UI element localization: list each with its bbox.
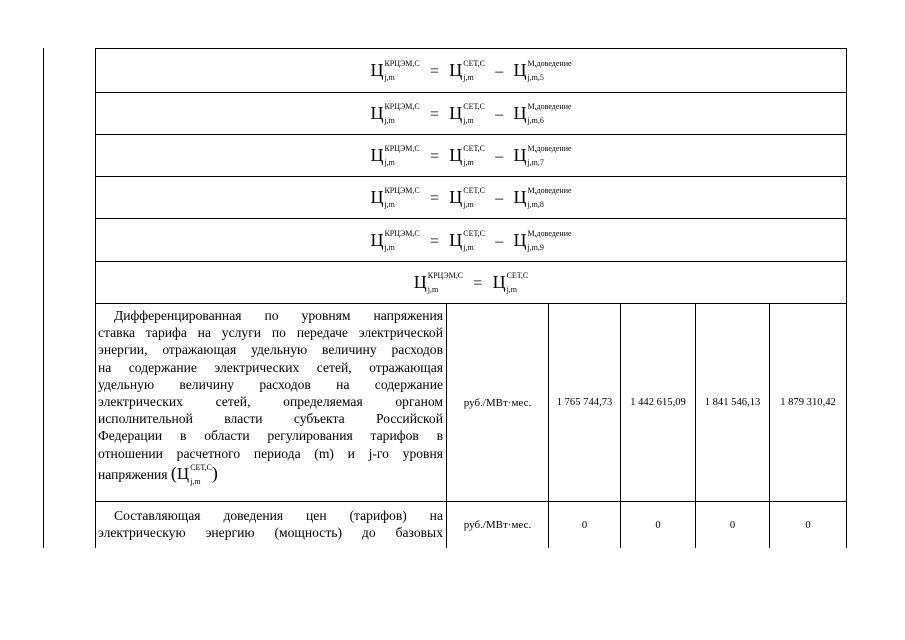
value-cell: 0 bbox=[805, 519, 811, 531]
description-line: удельную величину расходов на содержание bbox=[98, 376, 443, 392]
outer-right-border bbox=[846, 48, 847, 548]
value-cell: 1 841 546,13 bbox=[704, 397, 761, 408]
description-line: отношении расчетного периода (m) и j-го уровня bbox=[98, 445, 443, 461]
unit-cell: руб./МВт·мес. bbox=[463, 396, 532, 409]
formula-row bbox=[96, 49, 846, 92]
formula-row bbox=[96, 135, 846, 176]
formula: Ц КРЦЭМ,C j,m = Ц СЕТ,C j,m – Ц М,доведение j,m,9 bbox=[370, 228, 572, 252]
description-line: Федерации в области регулирования тарифов в bbox=[98, 428, 443, 444]
unit-cell: руб./МВт·мес. bbox=[463, 519, 532, 531]
description-line: электрических сетей, определяемая органом bbox=[98, 394, 443, 410]
description-tail: напряжения (Ц СЕТ,C j,m ) bbox=[98, 462, 218, 486]
value-cell: 1 442 615,09 bbox=[630, 397, 686, 408]
formula: Ц КРЦЭМ,C j,m = Ц СЕТ,C j,m – Ц М,доведение j,m,6 bbox=[370, 102, 572, 126]
description-line: на содержание электрических сетей, отражающая bbox=[98, 359, 443, 375]
formula-row bbox=[96, 219, 846, 261]
description-line: ставка тарифа на услуги по передаче электрической bbox=[98, 325, 443, 341]
formula-row bbox=[96, 93, 846, 134]
formula-row bbox=[96, 262, 846, 303]
outer-left-border bbox=[43, 48, 44, 548]
value-cell: 0 bbox=[729, 519, 736, 531]
formula-row bbox=[96, 177, 846, 218]
formula: Ц КРЦЭМ,C j,m = Ц СЕТ,C j,m bbox=[413, 271, 529, 295]
row-description bbox=[98, 507, 443, 541]
description-line: исполнительной власти субъекта Российской bbox=[98, 411, 443, 427]
description-line: энергии, отражающая удельную величину расходов bbox=[98, 342, 443, 358]
value-cell: 1 765 744,73 bbox=[556, 397, 613, 408]
value-cell: 1 879 310,42 bbox=[780, 397, 836, 408]
value-cell: 0 bbox=[655, 519, 661, 531]
description-line: Дифференцированная по уровням напряжения bbox=[114, 308, 443, 323]
formula: Ц КРЦЭМ,C j,m = Ц СЕТ,C j,m – Ц М,доведение j,m,7 bbox=[370, 144, 572, 168]
formula: Ц КРЦЭМ,C j,m = Ц СЕТ,C j,m – Ц М,доведение j,m,8 bbox=[370, 186, 572, 210]
description-line: электрическую энергию (мощность) до базовых bbox=[98, 525, 443, 541]
value-cell: 0 bbox=[581, 519, 588, 531]
row-description bbox=[98, 307, 443, 484]
description-line: Составляющая доведения цен (тарифов) на bbox=[114, 508, 443, 523]
formula: Ц КРЦЭМ,C j,m = Ц СЕТ,C j,m – Ц М,доведение j,m,5 bbox=[370, 59, 572, 83]
